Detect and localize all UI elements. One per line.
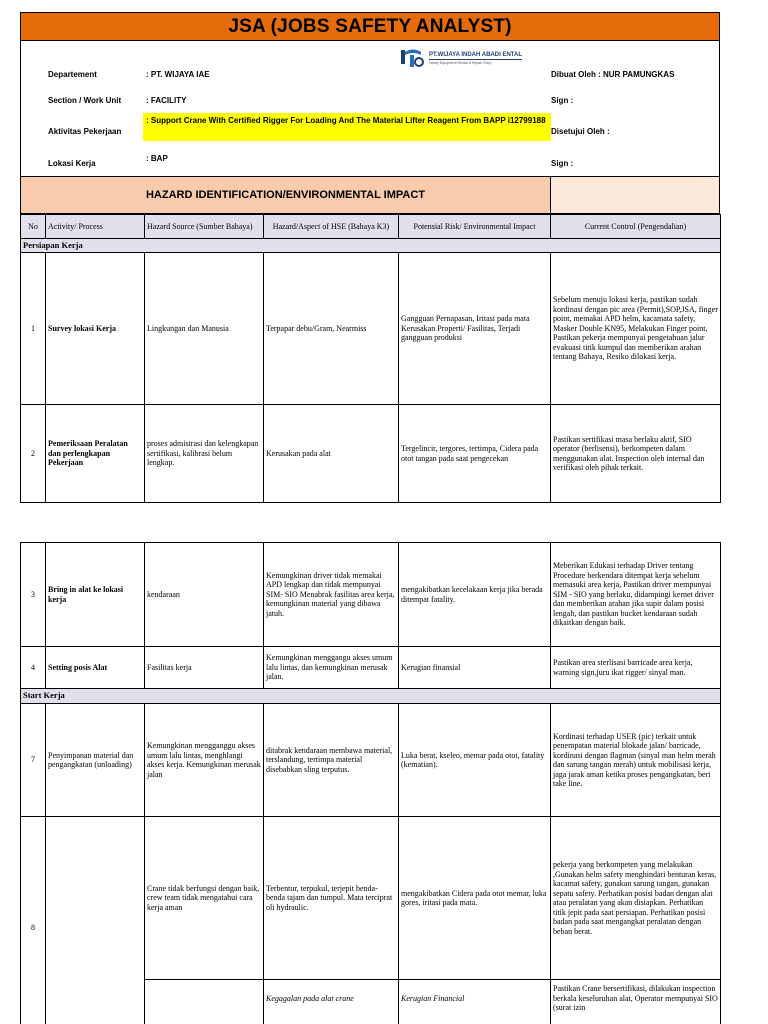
table-row: [21, 817, 721, 980]
row-control: pekerja yang berkompeten yang melakukan ,Gunakan helm safety menghindari benturan keras, kacamat safety, gunakan sarung tangan, gunakan sepatu safety. Perhatikan posisi badan dengan alat atau peralatan yang akan disiapkan. Perhatikan titik jepit pada saat persiapan. Perhatikan posisi badan pada saat mengangkat peralatan dengan beban berat.: [551, 817, 721, 980]
row-risk: Tergelincir, tergores, tertimpa, Cidera pada otot tangan pada saat pengecekan: [399, 405, 551, 503]
row-source: Kemungkinan mengganggu akses umum lalu lintas, menghlangi akses kerja. Kemungkinan merusak jalan: [145, 704, 264, 817]
row-activity: Penyimpanan material dan pengangkatan (unloading): [46, 704, 145, 817]
row-control: Kordinasi terhadap USER (pic) terkait untuk penempatan material blokade jalan/ barricade, kordinasi dengan flagman (sinyal man helm merah dan sarung tangan merah) untuk mobilisasi kerja, jaga jarak aman ketika proses pengangkatan, beri take line.: [551, 704, 721, 817]
section-label: Persiapan Kerja: [21, 239, 721, 253]
disetujui-oleh: Disetujui Oleh :: [551, 127, 610, 136]
col-header-control: Current Control (Pengendalian): [551, 215, 721, 239]
row-control: Pastikan sertifikasi masa berlaku aktif, SIO operator (berlisensi), berkompeten dalam menggunakan alat. Inspection oleh internal dan verifikasi oleh pihak terkait.: [551, 405, 721, 503]
row-risk: Kerugian Financial: [399, 980, 551, 1024]
row-no: 3: [21, 543, 46, 647]
document-title: JSA (JOBS SAFETY ANALYST): [20, 12, 720, 41]
row-source: proses admistrasi dan kelengkapan sertifikasi, kalibrasi belum lengkap.: [145, 405, 264, 503]
row-no: 4: [21, 647, 46, 689]
row-risk: Kerugian finansial: [399, 647, 551, 689]
row-activity: [46, 817, 145, 1024]
section-value: : FACILITY: [146, 96, 187, 105]
row-risk: Gangguan Pernapasan, Iritasi pada mata Kerusakan Properti/ Fasilitas, Terjadi gangguan produksi: [399, 253, 551, 405]
row-source: Crane tidak berfungsi dengan baik, crew team tidak mengatahui cara kerja aman: [145, 817, 264, 980]
row-aspect: Terpapar debu/Gram, Nearmiss: [264, 253, 399, 405]
company-tagline: Heavy Equipment Rental & Repair Shop: [429, 59, 522, 65]
row-aspect: Kerusakan pada alat: [264, 405, 399, 503]
row-control: Meberikan Edukasi terhadap Driver tentang Procedure berkendara ditempat kerja sebelum memasuki area kerja, Pastikan driver mempunyai SIM - SIO yang berlaku, didampingi kernet driver dan memberikan arahan jika supir dalam posisi lengah, dan pastikan bucket kendaraan sudah dikaitkan dengan baik.: [551, 543, 721, 647]
table-row: [21, 543, 721, 647]
table-row: [21, 647, 721, 689]
row-no: 2: [21, 405, 46, 503]
col-header-risk: Potensial Risk/ Environmental Impact: [399, 215, 551, 239]
section-label: Start Kerja: [21, 689, 721, 704]
company-name: PT.WIJAYA INDAH ABADI ENTAL: [429, 51, 523, 58]
row-risk: Luka berat, kseleo, memar pada otot, fatality (kematian).: [399, 704, 551, 817]
section-label: Section / Work Unit: [48, 96, 122, 105]
jsa-table-page-1: [20, 214, 721, 503]
row-source: Fasilitas kerja: [145, 647, 264, 689]
lokasi-label: Lokasi Kerja: [48, 159, 96, 168]
row-source: kendaraan: [145, 543, 264, 647]
table-row: [21, 704, 721, 817]
col-header-no: No: [21, 215, 46, 239]
aktivitas-value: : Support Crane With Certified Rigger For Loading And The Material Lifter Reagent From BAPP i12799188: [143, 113, 551, 141]
company-logo: [399, 47, 522, 69]
departement-value: : PT. WIJAYA IAE: [146, 70, 210, 79]
lokasi-value: : BAP: [146, 154, 168, 163]
sign-field-2: Sign :: [551, 159, 574, 168]
row-risk: mengakibatkan kecelakaan kerja jika berada ditempat fatality.: [399, 543, 551, 647]
section-row-persiapan: [21, 239, 721, 253]
hazard-header: [20, 177, 720, 214]
table-header-row: [21, 215, 721, 239]
row-activity: Survey lokasi Kerja: [46, 253, 145, 405]
row-aspect: ditabrak kendaraan membawa material, terslandung, tertimpa material disebabkan sling terputus.: [264, 704, 399, 817]
table-row: [21, 405, 721, 503]
row-control: Sebelum menuju lokasi kerja, pastikan sudah kordinasi dengan pic area (Permit),SOP,JSA, finger point, memakai APD helm, kacamata safety, Masker Double KN95, Melakukan Finger point, Pastikan pekerja mempunyai pengetahuan jalur evakuasi titik kumpul dan memberikan arahan tentang Bahaya, Resiko dilokasi kerja.: [551, 253, 721, 405]
col-header-aspect: Hazard/Aspect of HSE (Bahaya K3): [264, 215, 399, 239]
row-aspect: Terbentur, terpukul, terjepit benda-benda tajam dan tumpul. Mata terciprat oli hydraulic.: [264, 817, 399, 980]
section-row-start: [21, 689, 721, 704]
aktivitas-label: Aktivitas Pekerjaan: [48, 127, 122, 136]
dibuat-oleh: Dibuat Oleh : NUR PAMUNGKAS: [551, 70, 675, 79]
row-risk: mengakibatkan Cidera pada otot memar, luka gores, iritasi pada mata.: [399, 817, 551, 980]
table-row: [21, 253, 721, 405]
row-activity: Pemeriksaan Peralatan dan perlengkapan Pekerjaan: [46, 405, 145, 503]
row-aspect: Kemungkinan menggangu akses umum lalu lintas, dan kemungkinan merusak jalan.: [264, 647, 399, 689]
sign-field-1: Sign :: [551, 96, 574, 105]
hazard-header-blank: [551, 177, 719, 213]
hazard-header-title: HAZARD IDENTIFICATION/ENVIRONMENTAL IMPACT: [21, 177, 551, 213]
row-activity: Bring in alat ke lokasi kerja: [46, 543, 145, 647]
row-control: Pastikan Crane bersertifikasi, dilakukan inspection berkala keseluruhan alat, Operator mempunyai SIO (surat izin: [551, 980, 721, 1024]
company-logo-icon: [399, 47, 425, 69]
departement-label: Departement: [48, 70, 97, 79]
col-header-activity: Activity/ Process: [46, 215, 145, 239]
row-no: 1: [21, 253, 46, 405]
row-aspect: Kemungkinan driver tidak memakai APD lengkap dan tidak mempunyai SIM- SIO Menabrak fasilitas area kerja, kemungkinan material yang dibawa jatuh.: [264, 543, 399, 647]
row-aspect: Kegagalan pada alat crane: [264, 980, 399, 1024]
info-panel: [20, 41, 720, 177]
col-header-source: Hazard Source (Sumber Bahaya): [145, 215, 264, 239]
row-control: Pastikan area sterlisasi barricade area kerja, warning sign,juru ikat rigger/ sinyal man.: [551, 647, 721, 689]
row-no: 8: [21, 817, 46, 1024]
row-activity: Setting posis Alat: [46, 647, 145, 689]
row-source: [145, 980, 264, 1024]
row-source: Lingkungan dan Manusia: [145, 253, 264, 405]
row-no: 7: [21, 704, 46, 817]
jsa-table-page-2: [20, 542, 721, 1024]
